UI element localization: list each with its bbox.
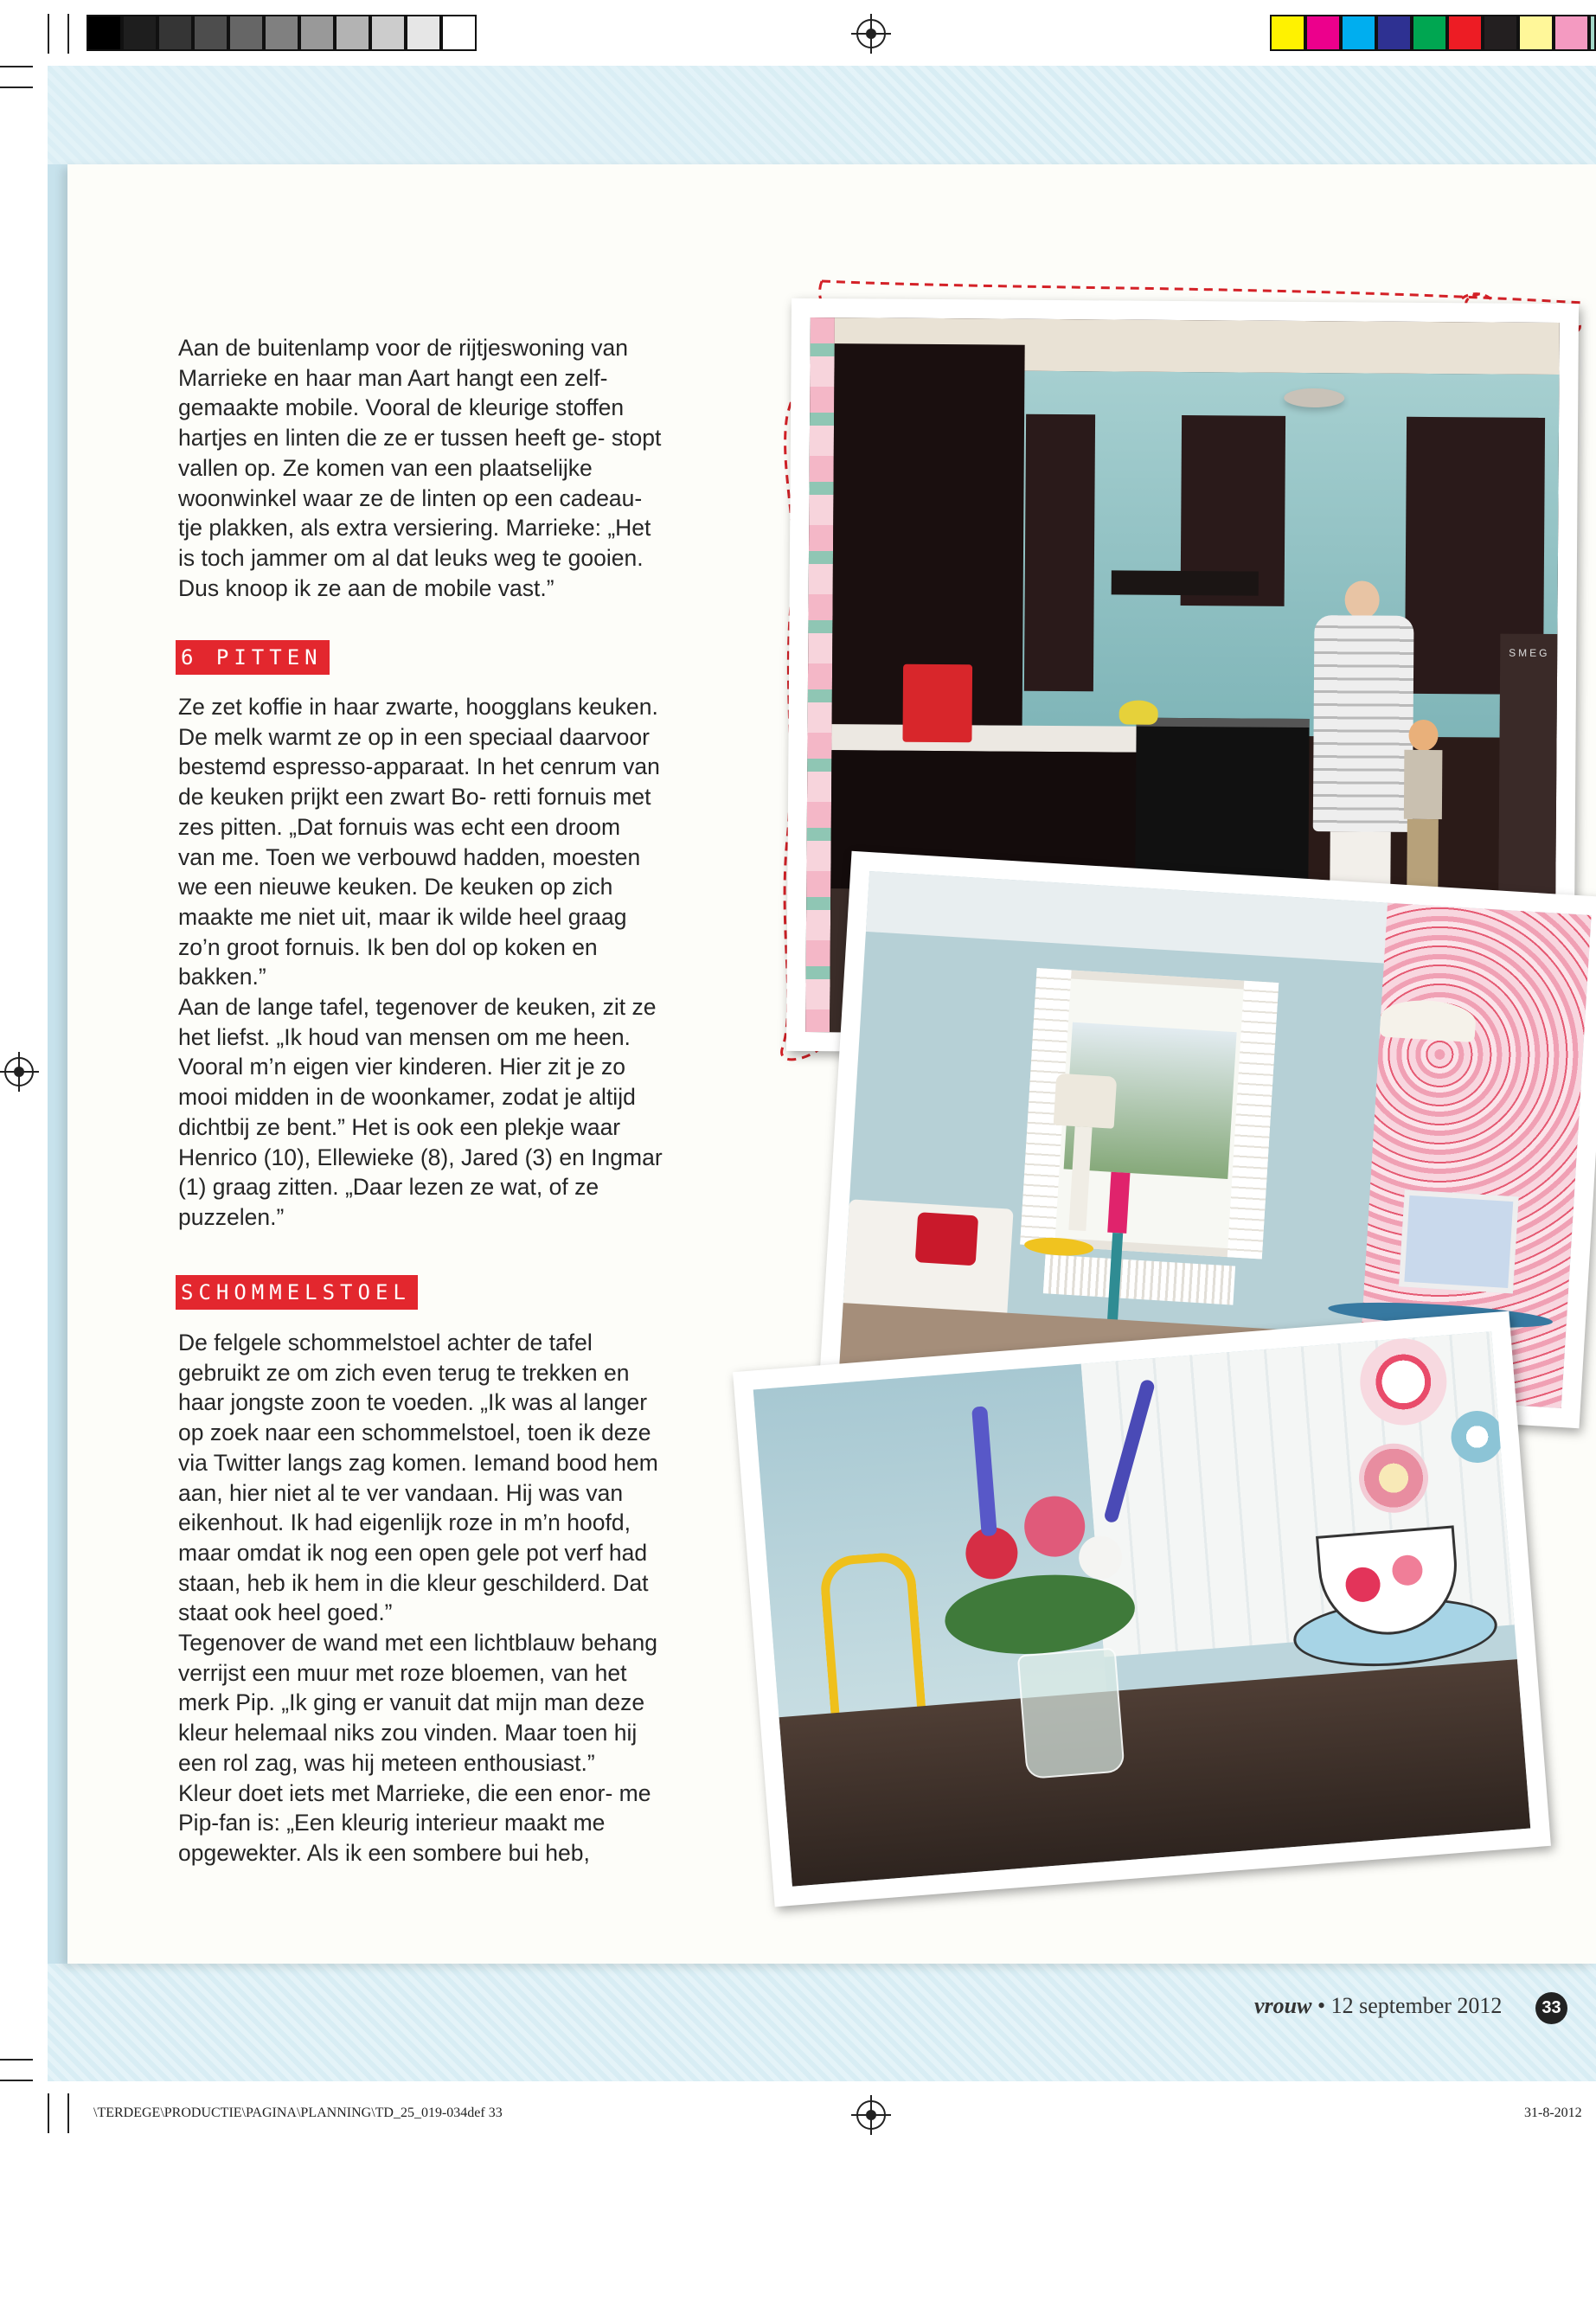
crop-mark (67, 14, 69, 54)
crop-mark (48, 14, 49, 54)
section1-text: Ze zet koffie in haar zwarte, hoogglans keuken. De melk warmt ze op in een speciaal daarvoor bestemd espresso-apparaat. In het cenrum van de keuken prijkt een zwart Bo- retti fornuis met zes pitten. „Dat fornuis was echt een droom van me. Toen we verbouwd hadden, moesten we een nieuwe keuken. De keuken op zich maakte me niet uit, maar ik wilde heel graag zo’n groot fornuis. Ik ben dol op koken en bakken.” (178, 694, 660, 990)
section2-text: De felgele schommelstoel achter de tafel gebruikt ze om zich even terug te trekken en haar jongste zoon te voeden. „Ik was al langer op zoek naar een schommelstoel, toen ik deze via Twitter langs zag komen. Iemand bood hem aan, hier niet al te ver vandaan. Hij was van eikenhout. Ik had eigenlijk roze in m’n hoofd, maar omdat ik nog een open gele pot verf had staan, heb ik hem in die kleur geschilderd. Dat staat ook heel goed.” (178, 1330, 658, 1626)
file-slug-path: \TERDEGE\PRODUCTIE\PAGINA\PLANNING\TD_25_019-034def 33 (93, 2106, 503, 2120)
crop-mark (67, 2093, 69, 2133)
section-heading-6-pitten: 6 PITTEN (176, 640, 330, 675)
registration-mark-icon (856, 19, 886, 48)
section1b-text: Aan de lange tafel, tegenover de keuken, zit ze het liefst. „Ik houd van mensen om me heen. Vooral m’n eigen vier kinderen. Hier zit je zo mooi midden in de woonkamer, zodat je altijd dichtbij ze bent.” Het is ook een plekje waar Henrico (10), Ellewieke (8), Jared (3) en Ingmar (1) graag zitten. „Daar lezen ze wat, of ze puzzelen.” (178, 994, 663, 1230)
section2b-text: Tegenover de wand met een lichtblauw behang verrijst een muur met roze bloemen, van het merk Pip. „Ik ging er vanuit dat mijn man deze kleur helemaal niks zou vinden. Maar toen hij een rol zag, was hij meteen enthousiast.” (178, 1630, 657, 1776)
footer-separator: • (1317, 1993, 1326, 2018)
crop-mark (0, 2080, 33, 2081)
section1-paragraph (178, 692, 663, 1233)
page-number-badge: 33 (1535, 1992, 1567, 2024)
file-slug-date: 31-8-2012 (1524, 2106, 1582, 2120)
intro-text: Aan de buitenlamp voor de rijtjeswoning van Marrieke en haar man Aart hangt een zelf- gemaakte mobile. Vooral de kleurige stoffen hartjes en linten die ze er tussen heeft ge- stopt vallen op. Ze komen van een plaatselijke woonwinkel waar ze de linten op een cadeau- tje plakken, als extra versiering. Marrieke: „Het is toch jammer om al dat leuks weg te gooien. Dus knoop ik ze aan de mobile vast.” (178, 335, 662, 601)
brand-label: SMEG (1509, 646, 1550, 659)
page-left-edge (48, 164, 67, 1964)
crop-mark (0, 87, 33, 88)
issue-date: 12 september 2012 (1330, 1993, 1503, 2018)
section2-paragraph (178, 1328, 663, 1868)
section2c-text: Kleur doet iets met Marrieke, die een enor- me Pip-fan is: „Een kleurig interieur maakt me opgewekter. Als ik een sombere bui heb, (178, 1779, 651, 1866)
registration-mark-icon (4, 1057, 34, 1086)
crop-mark (0, 66, 33, 67)
flowers-photo (733, 1311, 1551, 1907)
crop-mark (48, 2093, 49, 2133)
intro-paragraph (178, 333, 663, 603)
section-heading-schommelstoel: SCHOMMELSTOEL (176, 1275, 418, 1310)
crop-mark (0, 2059, 33, 2061)
magazine-logo: vrouw (1254, 1993, 1312, 2018)
registration-mark-icon (856, 2100, 886, 2130)
footer-date-line (1254, 1993, 1502, 2019)
